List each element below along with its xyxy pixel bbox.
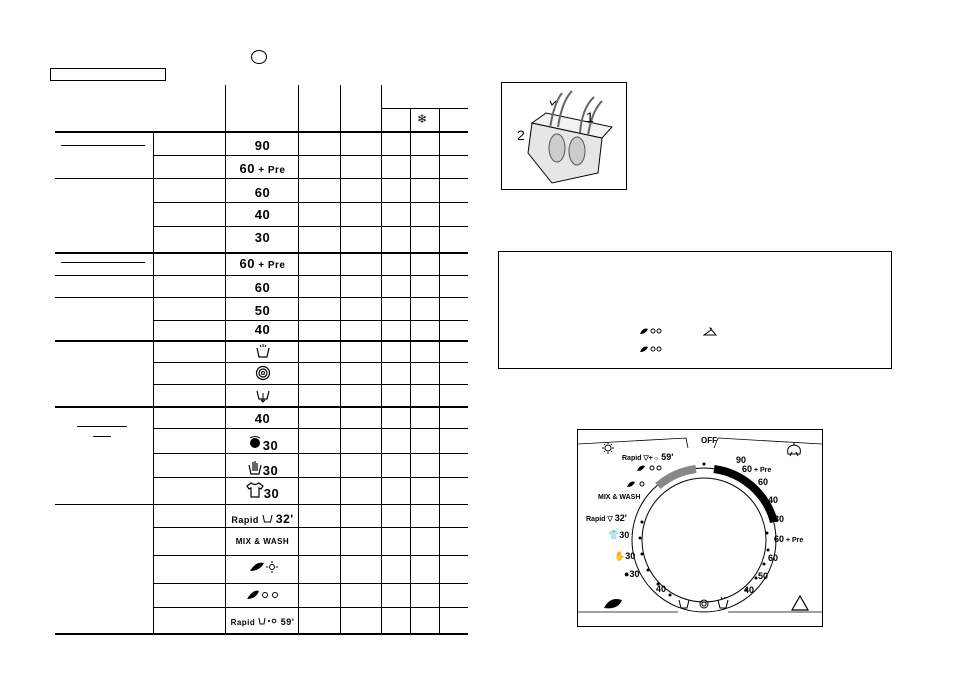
section-header-box [50, 68, 166, 81]
row-value-wool-30: 30 [226, 434, 299, 453]
notice-box [498, 251, 892, 369]
dial-shirt-30: 👕30 [608, 530, 630, 540]
snowflake-icon: ❄ [417, 112, 428, 126]
dial-50: 50 [758, 571, 769, 581]
wool-icon [247, 434, 263, 450]
dial-60: 60 [758, 477, 769, 487]
row-value-30: 30 [254, 230, 271, 245]
detergent-dispenser-figure [501, 82, 627, 190]
dial-rapid-59: Rapid ▽+☼ 59' [622, 452, 674, 462]
row-value-mix-wash: MIX & WASH [235, 537, 290, 546]
spin-icon [226, 365, 299, 384]
dial-60-pre: 60 + Pre [742, 464, 772, 474]
row-value-40: 40 [254, 207, 271, 222]
programme-dial [577, 429, 823, 627]
row-value-40-c: 40 [254, 411, 271, 426]
row-value-handwash-30: 30 [226, 459, 299, 478]
drain-icon [226, 387, 299, 406]
row-value-60-pre-b: 60 + Pre [239, 256, 286, 271]
programme-table [55, 85, 468, 635]
dial-60-b: 60 [768, 553, 779, 563]
feather-sun-icon [226, 559, 299, 578]
shirt-icon [246, 482, 264, 498]
dial-feather-double-sun [636, 463, 666, 475]
tub-plus-sun-icon [258, 617, 278, 625]
dial-40-left: 40 [656, 584, 667, 594]
dispenser-label-1: 1 [586, 109, 594, 125]
country-badge [251, 50, 267, 64]
rinse-icon [226, 343, 299, 362]
row-value-rapid-59: Rapid 59' [230, 617, 295, 627]
dial-30: 30 [774, 514, 785, 524]
dial-90: 90 [736, 455, 747, 465]
row-value-60: 60 [254, 185, 271, 200]
feather-double-sun-icon [636, 463, 666, 473]
feather-sun-icon [626, 479, 648, 489]
row-value-shirt-30: 30 [226, 482, 299, 501]
dispenser-label-2: 2 [517, 127, 525, 143]
dial-mix-wash: MIX & WASH [598, 494, 641, 501]
row-value-60-b: 60 [254, 280, 271, 295]
feather-double-sun-icon [639, 326, 663, 336]
handwash-icon [247, 459, 263, 475]
row-value-60-pre: 60 + Pre [239, 161, 286, 176]
feather-double-sun-icon [226, 587, 299, 606]
dial-rapid-32: Rapid ▽ 32' [586, 513, 627, 523]
row-value-40-b: 40 [254, 322, 271, 337]
hanger-icon [703, 326, 717, 336]
dial-off-label: OFF [701, 436, 717, 445]
tub-icon [262, 514, 273, 523]
dial-60-pre-b: 60 + Pre [774, 534, 804, 544]
dial-handwash-30: ✋30 [614, 551, 636, 561]
feather-double-sun-icon [639, 344, 663, 354]
dial-40-b: 40 [744, 585, 755, 595]
dial-40: 40 [768, 495, 779, 505]
dial-feather-sun [626, 479, 648, 491]
dial-wool-30: ●30 [624, 569, 640, 579]
row-value-50: 50 [254, 303, 271, 318]
row-value-rapid-32: Rapid 32' [231, 512, 294, 526]
row-value-90: 90 [254, 138, 271, 153]
